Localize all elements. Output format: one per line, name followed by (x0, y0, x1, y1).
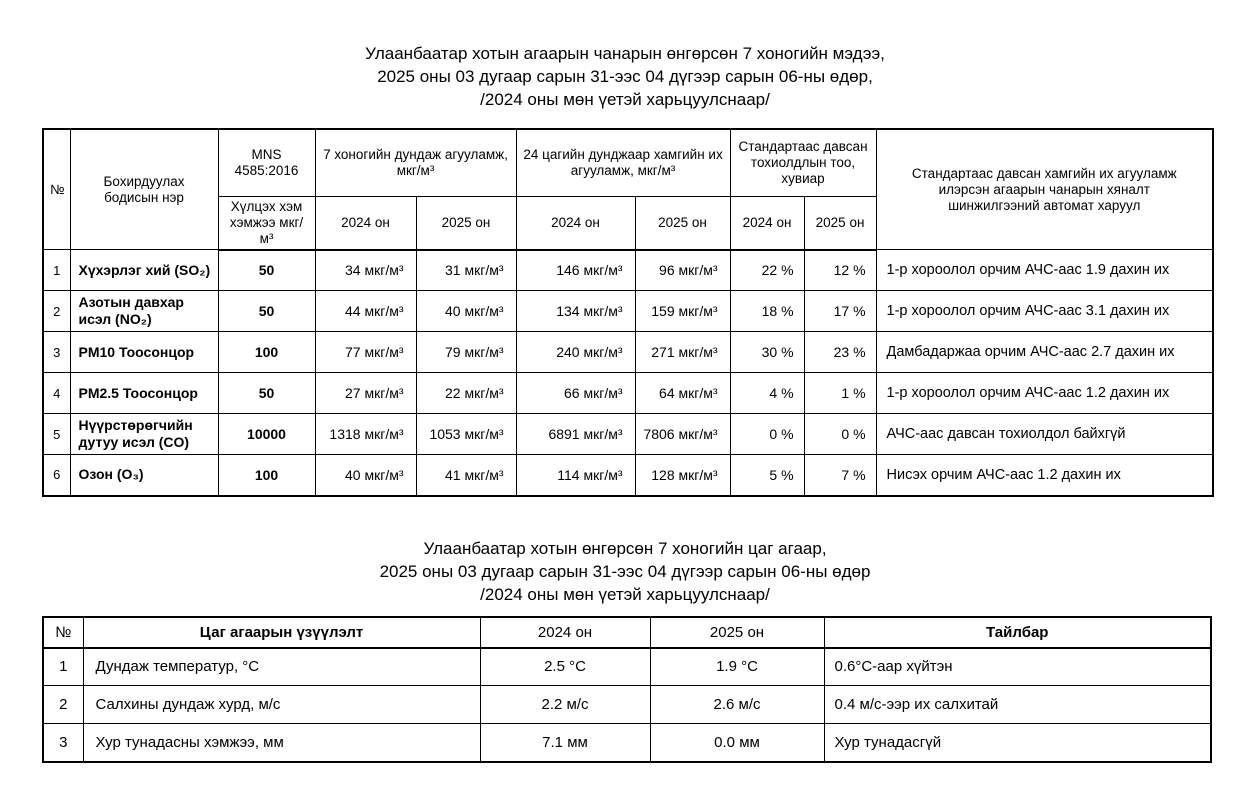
air-header-row-1 (43, 129, 1213, 196)
station-note: 1-р хороолол орчим АЧС-аас 3.1 дахин их (876, 291, 1213, 332)
air-quality-table (42, 128, 1214, 497)
pollutant-name: Озон (O₃) (70, 455, 218, 496)
week-avg-2024: 1318 мкг/м³ (315, 414, 416, 455)
exceed-2024: 18 % (730, 291, 804, 332)
week-avg-2025: 40 мкг/м³ (416, 291, 516, 332)
row-number: 1 (43, 648, 83, 686)
header-mns-limit: Хүлцэх хэм хэмжээ мкг/м³ (218, 196, 315, 250)
day-max-2025: 128 мкг/м³ (635, 455, 730, 496)
header-2024: 2024 он (480, 617, 650, 648)
value-2024: 2.5 °С (480, 648, 650, 686)
air-title-line-2: 2025 оны 03 дугаар сарын 31-ээс 04 дүгээр сарын 06-ны өдөр, (377, 67, 873, 86)
row-number: 2 (43, 686, 83, 724)
air-title-line-3: /2024 оны мөн үетэй харьцуулснаар/ (480, 90, 770, 109)
weather-table (42, 616, 1212, 763)
pollutant-name: Нүүрстөрөгчийн дутуу исэл (CO) (70, 414, 218, 455)
air-row-so2 (43, 250, 1213, 291)
air-report-title (0, 0, 1250, 111)
pollutant-name: Хүхэрлэг хий (SO₂) (70, 250, 218, 291)
value-2025: 1.9 °С (650, 648, 824, 686)
header-no: № (43, 129, 70, 250)
day-max-2025: 96 мкг/м³ (635, 250, 730, 291)
header-mns-standard: MNS 4585:2016 (218, 129, 315, 196)
header-day-2025: 2025 он (635, 196, 730, 250)
limit-value: 10000 (218, 414, 315, 455)
row-number: 6 (43, 455, 70, 496)
weather-title-line-1: Улаанбаатар хотын өнгөрсөн 7 хоногийн цаг агаар, (423, 538, 827, 558)
header-no: № (43, 617, 83, 648)
station-note: АЧС-аас давсан тохиолдол байхгүй (876, 414, 1213, 455)
air-row-co (43, 414, 1213, 455)
week-avg-2025: 1053 мкг/м³ (416, 414, 516, 455)
header-week-avg-group: 7 хоногийн дундаж агууламж, мкг/м³ (315, 129, 516, 196)
day-max-2024: 114 мкг/м³ (516, 455, 635, 496)
weather-header-row (43, 617, 1211, 648)
pollutant-name: Азотын давхар исэл (NO₂) (70, 291, 218, 332)
row-number: 4 (43, 373, 70, 414)
week-avg-2024: 34 мкг/м³ (315, 250, 416, 291)
header-day-max-group: 24 цагийн дунджаар хамгийн их агууламж, мкг/м³ (516, 129, 730, 196)
row-number: 3 (43, 724, 83, 762)
day-max-2025: 159 мкг/м³ (635, 291, 730, 332)
day-max-2024: 146 мкг/м³ (516, 250, 635, 291)
station-note: Нисэх орчим АЧС-аас 1.2 дахин их (876, 455, 1213, 496)
header-week-2025: 2025 он (416, 196, 516, 250)
air-title-line-1: Улаанбаатар хотын агаарын чанарын өнгөрсөн 7 хоногийн мэдээ, (365, 44, 885, 63)
air-row-pm10 (43, 332, 1213, 373)
indicator-name: Дундаж температур, °С (83, 648, 480, 686)
limit-value: 50 (218, 291, 315, 332)
indicator-name: Хур тунадасны хэмжээ, мм (83, 724, 480, 762)
air-row-pm25 (43, 373, 1213, 414)
week-avg-2024: 40 мкг/м³ (315, 455, 416, 496)
station-note: 1-р хороолол орчим АЧС-аас 1.2 дахин их (876, 373, 1213, 414)
header-indicator: Цаг агаарын үзүүлэлт (83, 617, 480, 648)
limit-value: 100 (218, 455, 315, 496)
header-station: Стандартаас давсан хамгийн их агууламж илэрсэн агаарын чанарын хяналт шинжилгээний автомат харуул (876, 129, 1213, 250)
value-2025: 0.0 мм (650, 724, 824, 762)
week-avg-2024: 77 мкг/м³ (315, 332, 416, 373)
week-avg-2024: 44 мкг/м³ (315, 291, 416, 332)
day-max-2024: 6891 мкг/м³ (516, 414, 635, 455)
weather-note: 0.4 м/с-ээр их салхитай (824, 686, 1211, 724)
exceed-2024: 4 % (730, 373, 804, 414)
exceed-2025: 23 % (804, 332, 876, 373)
exceed-2025: 7 % (804, 455, 876, 496)
weather-note: 0.6°С-аар хүйтэн (824, 648, 1211, 686)
station-note: 1-р хороолол орчим АЧС-аас 1.9 дахин их (876, 250, 1213, 291)
weather-table-header (43, 617, 1211, 648)
week-avg-2025: 22 мкг/м³ (416, 373, 516, 414)
limit-value: 50 (218, 250, 315, 291)
week-avg-2025: 79 мкг/м³ (416, 332, 516, 373)
value-2025: 2.6 м/с (650, 686, 824, 724)
exceed-2024: 0 % (730, 414, 804, 455)
exceed-2024: 30 % (730, 332, 804, 373)
weather-row-precipitation (43, 724, 1211, 762)
pollutant-name: PM10 Тоосонцор (70, 332, 218, 373)
header-2025: 2025 он (650, 617, 824, 648)
week-avg-2024: 27 мкг/м³ (315, 373, 416, 414)
weather-row-temperature (43, 648, 1211, 686)
weather-title-line-2: 2025 оны 03 дугаар сарын 31-ээс 04 дүгээр сарын 06-ны өдөр (379, 561, 871, 581)
row-number: 5 (43, 414, 70, 455)
exceed-2024: 5 % (730, 455, 804, 496)
day-max-2025: 7806 мкг/м³ (635, 414, 730, 455)
header-note: Тайлбар (824, 617, 1211, 648)
indicator-name: Салхины дундаж хурд, м/с (83, 686, 480, 724)
pollutant-name: PM2.5 Тоосонцор (70, 373, 218, 414)
week-avg-2025: 31 мкг/м³ (416, 250, 516, 291)
station-note: Дамбадаржаа орчим АЧС-аас 2.7 дахин их (876, 332, 1213, 373)
week-avg-2025: 41 мкг/м³ (416, 455, 516, 496)
value-2024: 2.2 м/с (480, 686, 650, 724)
limit-value: 50 (218, 373, 315, 414)
exceed-2025: 17 % (804, 291, 876, 332)
header-exceed-2025: 2025 он (804, 196, 876, 250)
row-number: 2 (43, 291, 70, 332)
day-max-2024: 240 мкг/м³ (516, 332, 635, 373)
weather-note: Хур тунадасгүй (824, 724, 1211, 762)
value-2024: 7.1 мм (480, 724, 650, 762)
exceed-2025: 1 % (804, 373, 876, 414)
weather-title-line-3: /2024 оны мөн үетэй харьцуулснаар/ (480, 584, 770, 604)
exceed-2025: 0 % (804, 414, 876, 455)
header-exceed-2024: 2024 он (730, 196, 804, 250)
day-max-2024: 134 мкг/м³ (516, 291, 635, 332)
weather-row-wind (43, 686, 1211, 724)
header-pollutant: Бохирдуулах бодисын нэр (70, 129, 218, 250)
weather-report-title (0, 537, 1250, 606)
header-exceed-group: Стандартаас давсан тохиолдлын тоо, хувиар (730, 129, 876, 196)
air-table-header (43, 129, 1213, 250)
day-max-2025: 64 мкг/м³ (635, 373, 730, 414)
exceed-2025: 12 % (804, 250, 876, 291)
day-max-2024: 66 мкг/м³ (516, 373, 635, 414)
day-max-2025: 271 мкг/м³ (635, 332, 730, 373)
air-row-no2 (43, 291, 1213, 332)
limit-value: 100 (218, 332, 315, 373)
header-day-2024: 2024 он (516, 196, 635, 250)
row-number: 1 (43, 250, 70, 291)
header-week-2024: 2024 он (315, 196, 416, 250)
row-number: 3 (43, 332, 70, 373)
exceed-2024: 22 % (730, 250, 804, 291)
air-row-ozone (43, 455, 1213, 496)
